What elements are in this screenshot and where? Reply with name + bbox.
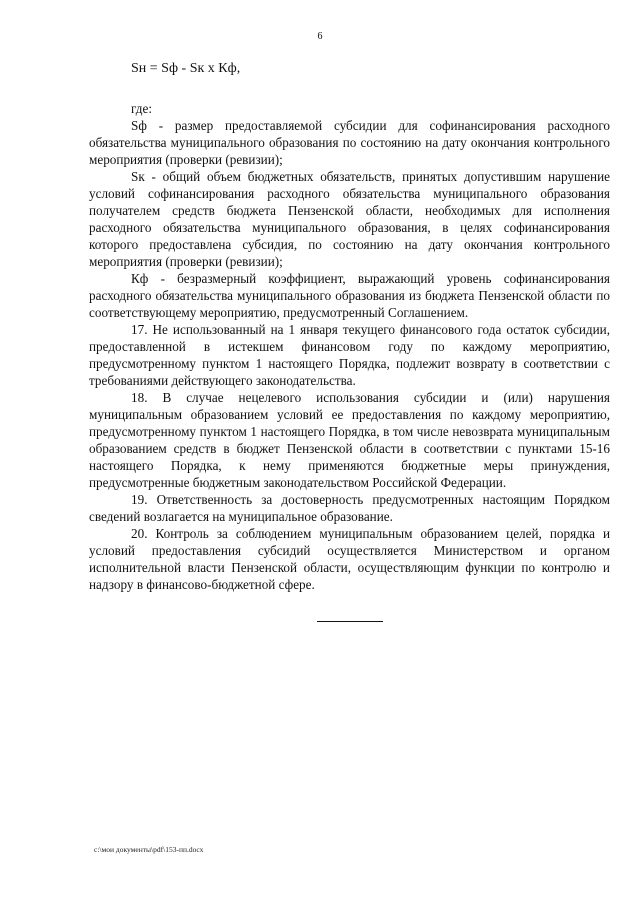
paragraph-sf-definition: Sф - размер предоставляемой субсидии для софинансирования расходного обязательства муниципального образования по состоянию на дату окончания контрольного мероприятия (проверки (ревизии); [89,118,610,167]
page-number: 6 [317,31,323,42]
paragraph-17: 17. Не использованный на 1 января текущего финансового года остаток субсидии, предоставленной в истекшем финансовом году по каждому мероприятию, предусмотренному пунктом 1 настоящего Порядка, подлежит возврату в соответствии с требованиями действующего законодательства. [89,322,610,388]
paragraph-where: где: [131,101,152,116]
document-body [89,100,610,593]
paragraph-18: 18. В случае нецелевого использования субсидии и (или) нарушения муниципальным образованием условий ее предоставления по каждому мероприятию, предусмотренному пунктом 1 настоящего Порядка, в том числе невозврата муниципальным образованием средств в бюджет Пензенской области в соответствии с пунктами 15-16 настоящего Порядка, к нему применяются бюджетные меры принуждения, предусмотренные бюджетным законодательством Российской Федерации. [89,390,610,490]
paragraph-sk-definition: Sк - общий объем бюджетных обязательств, принятых допустившим нарушение условий софинансирования расходного обязательства муниципального образования получателем средств бюджета Пензенской области, необходимых для исполнения расходного обязательства муниципального образования, в целях софинансирования которого предоставлена субсидия, по состоянию на дату окончания контрольного мероприятия (проверки (ревизии); [89,169,610,269]
paragraph-20: 20. Контроль за соблюдением муниципальным образованием целей, порядка и условий предоставления субсидий осуществляется Министерством и органом исполнительной власти Пензенской области, осуществляющим функции по контролю и надзору в финансово-бюджетной сфере. [89,526,610,592]
formula: Sн = Sф - Sк x Кф, [131,61,241,76]
paragraph-kf-definition: Кф - безразмерный коэффициент, выражающий уровень софинансирования расходного обязательства муниципального образования из бюджета Пензенской области по соответствующему мероприятию, предусмотренный Соглашением. [89,271,610,320]
end-separator-line [317,621,383,622]
footer-file-path: c:\мои документы\pdf\153-пп.docx [94,845,204,854]
paragraph-19: 19. Ответственность за достоверность предусмотренных настоящим Порядком сведений возлагается на муниципальное образование. [89,492,610,524]
